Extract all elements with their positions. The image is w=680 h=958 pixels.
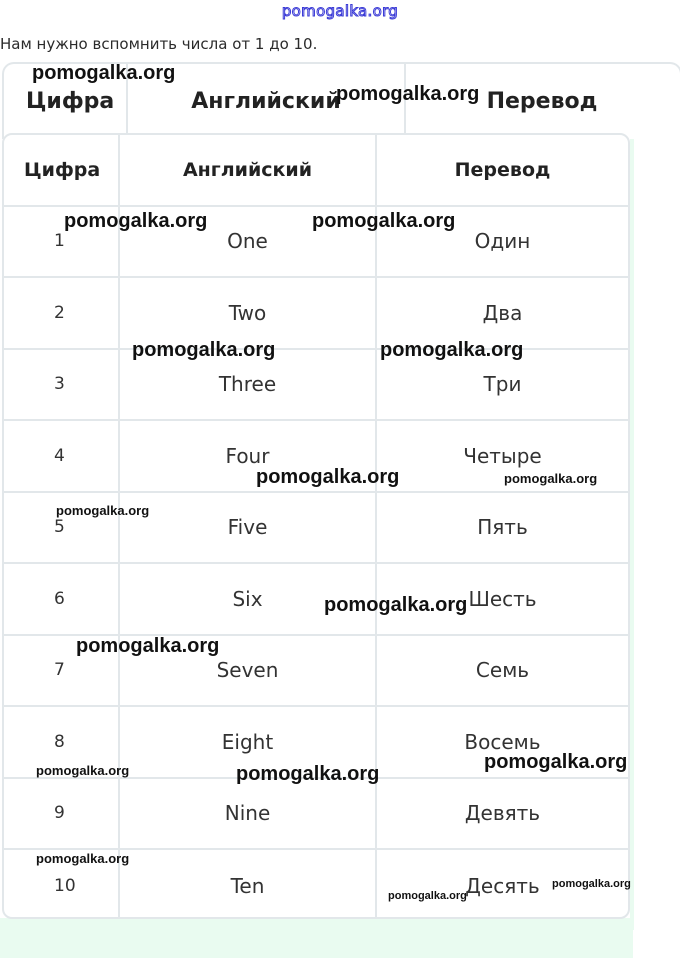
- english-cell: Ten: [120, 850, 377, 919]
- english-cell: Four: [120, 421, 377, 491]
- watermark: pomogalka.org: [36, 851, 130, 866]
- watermark: pomogalka.org: [484, 751, 628, 773]
- digit-cell: 2: [4, 278, 120, 348]
- english-cell: Eight: [120, 707, 377, 777]
- table-row: [4, 278, 628, 350]
- watermark: pomogalka.org: [32, 62, 176, 84]
- watermark: pomogalka.org: [256, 466, 400, 488]
- watermark: pomogalka.org: [132, 339, 276, 361]
- digit-cell: 8: [4, 707, 120, 777]
- translation-cell: Шесть: [468, 586, 537, 611]
- digit-cell: 3: [4, 350, 120, 420]
- english-cell: Seven: [120, 636, 377, 706]
- watermark: pomogalka.org: [324, 594, 468, 616]
- digit-cell: 5: [4, 493, 120, 563]
- watermark: pomogalka.org: [552, 878, 631, 890]
- translation-cell: Два: [482, 300, 523, 325]
- digit-cell: 10: [4, 850, 120, 919]
- table-row: [4, 350, 628, 422]
- numbers-table: [2, 133, 630, 919]
- english-cell: Two: [120, 278, 377, 348]
- translation-cell: Один: [474, 229, 531, 254]
- digit-cell: 4: [4, 421, 120, 491]
- watermark: pomogalka.org: [504, 471, 598, 486]
- table-header-row: [4, 135, 628, 207]
- watermark: pomogalka.org: [380, 339, 524, 361]
- watermark: pomogalka.org: [388, 890, 467, 902]
- digit-cell: 6: [4, 564, 120, 634]
- english-cell: Five: [120, 493, 377, 563]
- translation-cell: Семь: [475, 658, 530, 683]
- translation-cell: Восемь: [464, 729, 541, 754]
- digit-cell: 1: [4, 207, 120, 277]
- site-link[interactable]: pomogalka.org: [281, 2, 399, 20]
- english-cell: Three: [120, 350, 377, 420]
- header-strip-translation: Перевод: [486, 89, 598, 114]
- english-cell: Six: [120, 564, 377, 634]
- intro-text: Нам нужно вспомнить числа от 1 до 10.: [0, 35, 318, 53]
- table-row: [4, 564, 628, 636]
- digit-cell: 7: [4, 636, 120, 706]
- column-header-translation: Перевод: [454, 158, 551, 181]
- english-cell: Nine: [120, 779, 377, 849]
- watermark: pomogalka.org: [312, 210, 456, 232]
- translation-cell: Четыре: [463, 443, 542, 468]
- digit-cell: 9: [4, 779, 120, 849]
- translation-cell: Пять: [477, 515, 528, 540]
- english-cell: One: [120, 207, 377, 277]
- watermark: pomogalka.org: [36, 763, 130, 778]
- green-side-strip: [630, 130, 634, 930]
- translation-cell: Девять: [464, 801, 541, 826]
- watermark: pomogalka.org: [236, 763, 380, 785]
- watermark: pomogalka.org: [64, 210, 208, 232]
- column-header-digit: Цифра: [4, 135, 120, 205]
- watermark: pomogalka.org: [336, 83, 480, 105]
- column-header-english: Английский: [120, 135, 377, 205]
- header-strip-digit: Цифра: [4, 64, 128, 139]
- watermark: pomogalka.org: [56, 503, 150, 518]
- table-row: [4, 779, 628, 851]
- watermark: pomogalka.org: [76, 635, 220, 657]
- translation-cell: Десять: [465, 873, 540, 898]
- green-footer-area: [0, 918, 633, 958]
- translation-cell: Три: [483, 372, 522, 397]
- header-strip-english: Английский: [128, 64, 406, 139]
